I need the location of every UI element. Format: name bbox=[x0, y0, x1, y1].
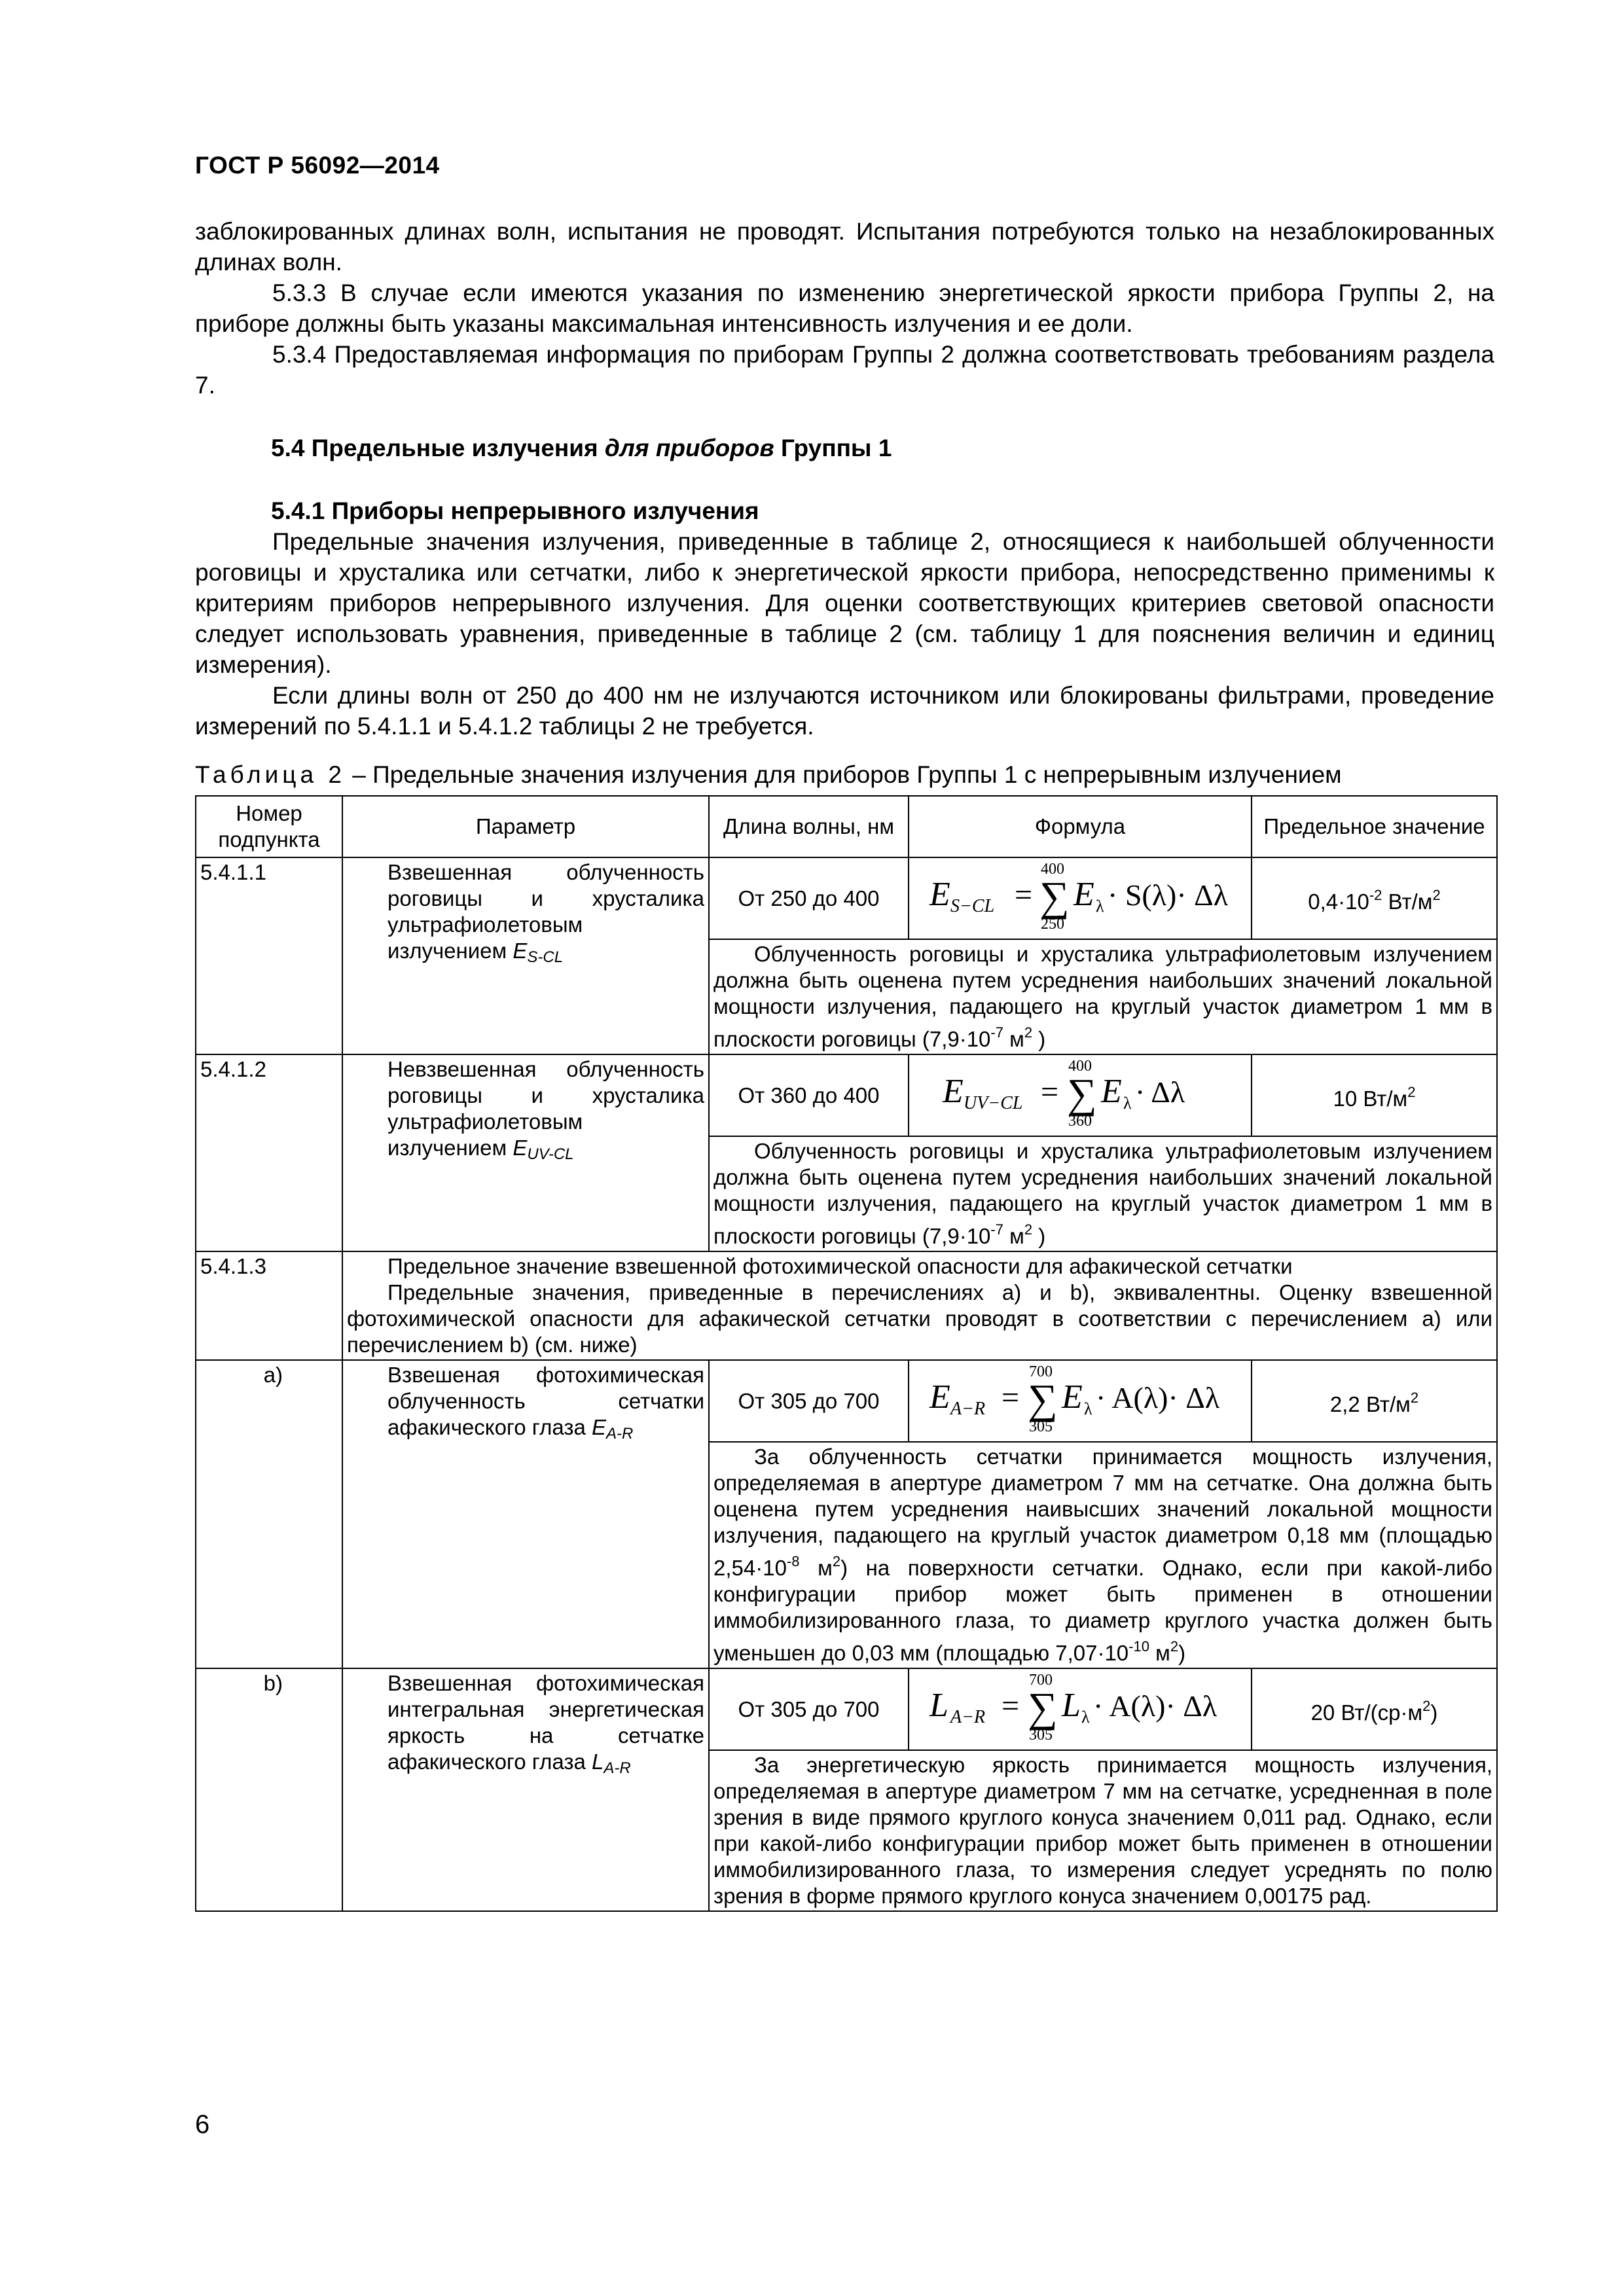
paragraph-5-3-3: 5.3.3 В случае если имеются указания по изменению энергетической яркости прибора Группы 2, на приборе должны быть указаны максимальная интенсивность излучения и ее доли. bbox=[195, 279, 1494, 337]
table-caption-text: – Предельные значения излучения для приборов Группы 1 с непрерывным излучением bbox=[345, 761, 1342, 788]
svg-text:E: E bbox=[929, 876, 950, 913]
svg-text:E: E bbox=[943, 1073, 964, 1110]
table-row bbox=[196, 857, 1497, 939]
row-limit: $0,4\cdot 10^{-2}$ $Вт/м^2$ bbox=[1252, 857, 1497, 939]
section-heading-5-4-1: 5.4.1 Приборы непрерывного излучения bbox=[271, 497, 759, 524]
table-row bbox=[196, 1054, 1497, 1136]
formula-sum bbox=[916, 1362, 1244, 1434]
paragraph: заблокированных длинах волн, испытания не проводят. Испытания потребуются только на незаблокированных длинах волн. bbox=[195, 218, 1494, 276]
row-formula bbox=[909, 1360, 1252, 1442]
row-note: За облученность сетчатки принимается мощность излучения, определяемая в апертуре диаметром 7 мм на сетчатке. Она должна быть оценена путем усреднения наивысших значений локальной мощности излучения, падающего на круглый участок диаметром 0,18 мм (площадью $2,54\cdot 10^{-8}$ $м^2$) на поверхности сетчатки. Однако, если при какой-либо конфигурации прибор может быть применен в отношении иммобилизированного глаза, то диаметр круглого участка должен быть уменьшен до 0,03 мм (площадью $7,07\cdot 10^{-10}$ $м^2$) bbox=[709, 1442, 1497, 1668]
limits-table bbox=[195, 795, 1498, 1912]
svg-text:E: E bbox=[1101, 1073, 1122, 1110]
svg-text:700: 700 bbox=[1029, 1672, 1053, 1689]
row-param: Взвешенная фотохимическая интегральная энергетическая яркость на сетчатке афакического глаза $L_{A-R}$ bbox=[342, 1668, 709, 1911]
header-num: Номер подпункта bbox=[196, 796, 342, 857]
row-limit: 20 $Вт/(ср\cdot м^2)$ bbox=[1252, 1668, 1497, 1750]
svg-text:A−R: A−R bbox=[950, 1399, 986, 1419]
row-note: Облученность роговицы и хрусталика ультрафиолетовым излучением должна быть оценена путем усреднения наибольших значений локальной мощности излучения, падающего на круглый участок диаметром 1 мм в плоскости роговицы ($7,9\cdot 10^{-7}$ $м^2$ ) bbox=[709, 939, 1497, 1054]
row-num: b) bbox=[196, 1668, 342, 1911]
row-limit: 2,2 $Вт/м^2$ bbox=[1252, 1360, 1497, 1442]
row-formula bbox=[909, 857, 1252, 939]
row-note: За энергетическую яркость принимается мощность излучения, определяемая в апертуре диаметром 7 мм на сетчатке, усредненная в поле зрения в виде прямого круглого конуса значением 0,011 рад. Однако, если при какой-либо конфигурации прибор может быть применен в отношении иммобилизированного глаза, то измерения следует усреднять по полю зрения в форме прямого круглого конуса значением 0,00175 рад. bbox=[709, 1750, 1497, 1911]
table-caption-label: Таблица 2 bbox=[195, 761, 346, 788]
svg-text:305: 305 bbox=[1029, 1418, 1053, 1434]
svg-text:=: = bbox=[1041, 1075, 1059, 1109]
svg-text:∑: ∑ bbox=[1039, 873, 1070, 920]
section-heading-5-4: 5.4 Предельные излучения для приборов Группы 1 bbox=[271, 435, 892, 461]
section-5-4-1-text bbox=[195, 526, 1494, 742]
svg-text:L: L bbox=[1062, 1687, 1081, 1724]
table-row bbox=[196, 1251, 1497, 1360]
svg-text:∑: ∑ bbox=[1067, 1070, 1097, 1117]
svg-text:=: = bbox=[1001, 1380, 1020, 1415]
table-header-row bbox=[196, 796, 1497, 857]
row-wavelength: От 305 до 700 bbox=[709, 1668, 909, 1750]
row-wavelength: От 305 до 700 bbox=[709, 1360, 909, 1442]
paragraph: Если длины волн от 250 до 400 нм не излучаются источником или блокированы фильтрами, проведение измерений по 5.4.1.1 и 5.4.1.2 таблицы 2 не требуется. bbox=[195, 682, 1494, 740]
svg-text:250: 250 bbox=[1041, 916, 1064, 931]
formula-sum bbox=[916, 1670, 1244, 1742]
table-caption bbox=[195, 761, 1342, 789]
row-param: Невзвешенная облученность роговицы и хрусталика ультрафиолетовым излучением $E_{UV-CL}$ bbox=[342, 1054, 709, 1251]
header-wave: Длина волны, нм bbox=[709, 796, 909, 857]
row-formula bbox=[909, 1054, 1252, 1136]
row-wavelength: От 360 до 400 bbox=[709, 1054, 909, 1136]
svg-text:· A(λ)· Δλ: · A(λ)· Δλ bbox=[1096, 1381, 1220, 1414]
row-wavelength: От 250 до 400 bbox=[709, 857, 909, 939]
header-limit: Предельное значение bbox=[1252, 796, 1497, 857]
row-num: а) bbox=[196, 1360, 342, 1668]
svg-text:A−R: A−R bbox=[950, 1707, 986, 1727]
svg-text:λ: λ bbox=[1081, 1708, 1090, 1727]
header-formula: Формула bbox=[909, 796, 1252, 857]
svg-text:=: = bbox=[1001, 1689, 1020, 1723]
svg-text:700: 700 bbox=[1029, 1363, 1053, 1380]
paragraph: Предельные значения излучения, приведенные в таблице 2, относящиеся к наибольшей облученности роговицы и хрусталика или сетчатки, либо к энергетической яркости прибора, непосредственно применимы к критериям приборов непрерывного излучения. Для оценки соответствующих критериев световой опасности следует использовать уравнения, приведенные в таблице 2 (см. таблицу 1 для пояснения величин и единиц измерения). bbox=[195, 528, 1494, 678]
row-limit: 10 $Вт/м^2$ bbox=[1252, 1054, 1497, 1136]
svg-text:400: 400 bbox=[1041, 861, 1064, 878]
svg-text:· S(λ)· Δλ: · S(λ)· Δλ bbox=[1108, 878, 1229, 912]
svg-text:305: 305 bbox=[1029, 1727, 1053, 1742]
formula-sum bbox=[916, 1056, 1244, 1128]
svg-text:UV−CL: UV−CL bbox=[964, 1093, 1023, 1113]
svg-text:λ: λ bbox=[1123, 1094, 1132, 1113]
svg-text:400: 400 bbox=[1068, 1058, 1092, 1075]
svg-text:λ: λ bbox=[1084, 1399, 1092, 1418]
paragraph-5-3-4: 5.3.4 Предоставляемая информация по приборам Группы 2 должна соответствовать требованиям раздела 7. bbox=[195, 341, 1494, 399]
svg-text:S−CL: S−CL bbox=[950, 896, 995, 916]
svg-text:∑: ∑ bbox=[1028, 1684, 1058, 1731]
svg-text:∑: ∑ bbox=[1028, 1376, 1058, 1422]
svg-text:E: E bbox=[1062, 1378, 1083, 1416]
header-param: Параметр bbox=[342, 796, 709, 857]
svg-text:E: E bbox=[1074, 876, 1094, 913]
intro-text bbox=[195, 216, 1494, 401]
row-param: Взвешеная фотохимическая облученность сетчатки афакического глаза $E_{A-R}$ bbox=[342, 1360, 709, 1668]
formula-sum bbox=[916, 859, 1244, 931]
row-num: 5.4.1.3 bbox=[196, 1251, 342, 1360]
row-note: Облученность роговицы и хрусталика ультрафиолетовым излучением должна быть оценена путем усреднения наибольших значений локальной мощности излучения, падающего на круглый участок диаметром 1 мм в плоскости роговицы ($7,9\cdot 10^{-7}$ $м^2$ ) bbox=[709, 1136, 1497, 1251]
table-row bbox=[196, 1360, 1497, 1442]
svg-text:360: 360 bbox=[1068, 1113, 1092, 1128]
page-number: 6 bbox=[195, 2110, 210, 2139]
row-param: Взвешенная облученность роговицы и хрусталика ультрафиолетовым излучением $E_{S-CL}$ bbox=[342, 857, 709, 1054]
svg-text:λ: λ bbox=[1096, 897, 1104, 916]
page-header-standard-id: ГОСТ Р 56092—2014 bbox=[195, 152, 440, 179]
svg-text:L: L bbox=[929, 1687, 948, 1724]
svg-text:· Δλ: · Δλ bbox=[1135, 1075, 1185, 1109]
svg-text:E: E bbox=[929, 1378, 950, 1416]
row-formula bbox=[909, 1668, 1252, 1750]
row-num: 5.4.1.1 bbox=[196, 857, 342, 1054]
row-num: 5.4.1.2 bbox=[196, 1054, 342, 1251]
svg-text:=: = bbox=[1015, 878, 1033, 912]
svg-text:· A(λ)· Δλ: · A(λ)· Δλ bbox=[1093, 1689, 1218, 1723]
row-description: Предельное значение взвешенной фотохимической опасности для афакической сетчатки Предельные значения, приведенные в перечислениях а) и b), эквивалентны. Оценку взвешенной фотохимической опасности для афакической сетчатки проводят в соответствии с перечислением а) или перечислением b) (см. ниже) bbox=[342, 1251, 1497, 1360]
table-row bbox=[196, 1668, 1497, 1750]
